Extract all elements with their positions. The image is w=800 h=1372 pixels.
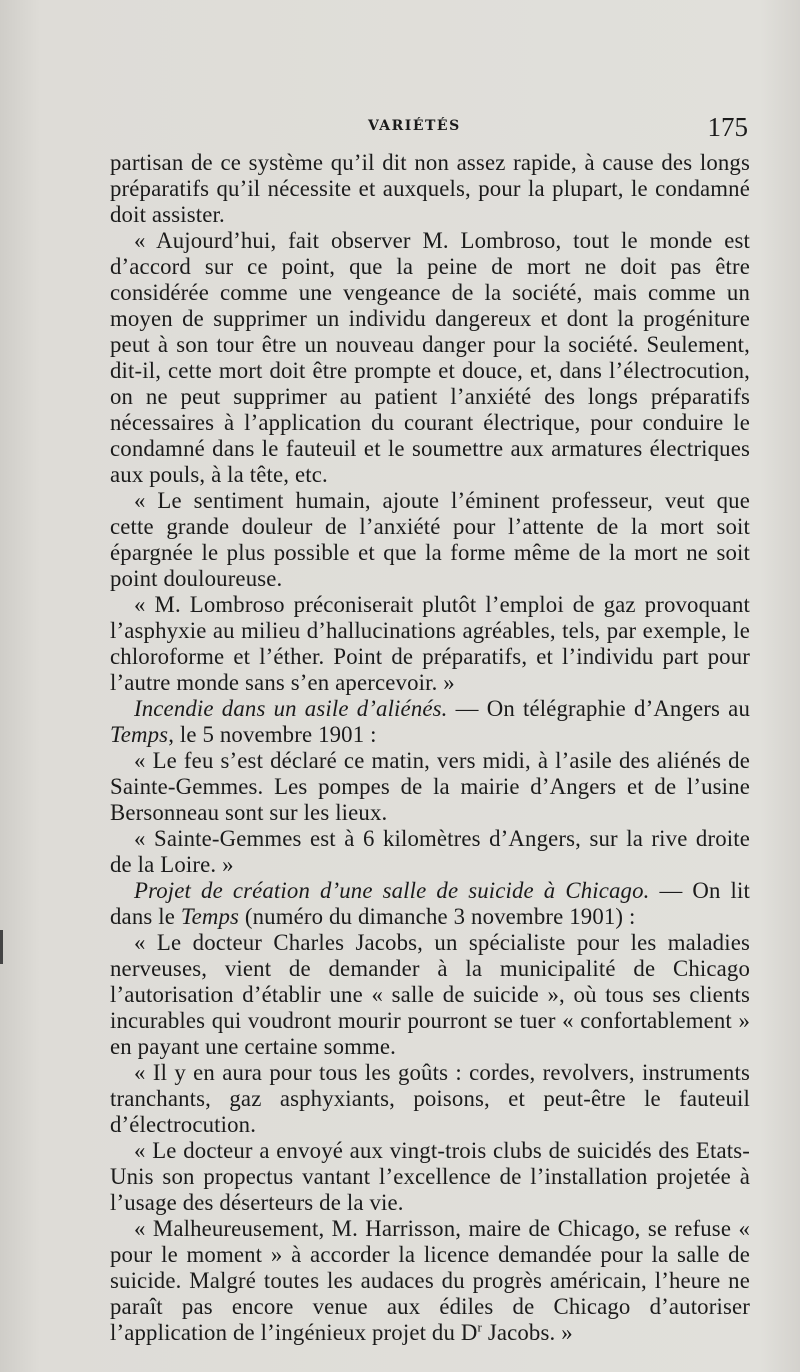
intro-text: — On télégraphie d’Angers au <box>447 696 751 721</box>
intro-text: , le 5 novembre 1901 : <box>168 722 377 747</box>
section-suicide-intro <box>110 878 750 930</box>
paragraph-text: Jacobs. » <box>481 1320 573 1345</box>
section-incendie-intro <box>110 696 750 748</box>
paragraph: « M. Lombroso préconiserait plutôt l’emploi de gaz provoquant l’asphyxie au milieu d’hallucinations agréables, tels, par exemple, le chloroforme et l’éther. Point de préparatifs, et l’individu part pour l’autre monde sans s’en apercevoir. » <box>110 592 750 695</box>
superscript: r <box>477 1319 482 1335</box>
newspaper-name: Temps <box>180 904 240 929</box>
paragraph: « Il y en aura pour tous les goûts : cordes, revolvers, instruments tranchants, gaz asphyxiants, poisons, et peut-être le fauteuil d’électrocution. <box>110 1060 750 1137</box>
paragraph: « Le sentiment humain, ajoute l’éminent professeur, veut que cette grande douleur de l’anxiété pour l’attente de la mort soit épargnée le plus possible et que la forme même de la mort ne soit point douloureuse. <box>110 488 750 591</box>
section-title: Incendie dans un asile d’aliénés. <box>134 696 448 721</box>
page-edge-mark <box>0 930 3 964</box>
body-text <box>110 150 750 1346</box>
paragraph: « Le feu s’est déclaré ce matin, vers midi, à l’asile des aliénés de Sainte-Gemmes. Les pompes de la mairie d’Angers et de l’usine Bersonneau sont sur les lieux. <box>110 748 750 825</box>
paragraph: « Le docteur a envoyé aux vingt-trois clubs de suicidés des Etats-Unis son propectus vantant l’excellence de l’installation projetée à l’usage des déserteurs de la vie. <box>110 1138 750 1215</box>
section-title: Projet de création d’une salle de suicide à Chicago. <box>134 878 650 903</box>
paragraph: « Aujourd’hui, fait observer M. Lombroso, tout le monde est d’accord sur ce point, que la peine de mort ne doit pas être considérée comme une vengeance de la société, mais comme un moyen de supprimer un individu dangereux et dont la progéniture peut à son tour être un nouveau danger pour la société. Seulement, dit-il, cette mort doit être prompte et douce, et, dans l’électrocution, on ne peut supprimer au patient l’anxiété des longs préparatifs nécessaires à l’application du courant électrique, pour conduire le condamné dans le fauteuil et le soumettre aux armatures électriques aux pouls, à la tête, etc. <box>110 228 750 487</box>
paragraph <box>110 1216 750 1346</box>
intro-text: — On lit dans le <box>110 878 750 929</box>
paragraph: partisan de ce système qu’il dit non assez rapide, à cause des longs préparatifs qu’il nécessite et auxquels, pour la plupart, le condamné doit assister. <box>110 150 750 227</box>
paragraph-text: « Malheureusement, M. Harrisson, maire de Chicago, se refuse « pour le moment » à accorder la licence demandée pour la salle de suicide. Malgré toutes les audaces du progrès américain, l’heure ne paraît pas encore venue aux édiles de Chicago d’autoriser l’application de l’ingénieux projet du D <box>110 1216 750 1345</box>
intro-text: (numéro du dimanche 3 novembre 1901) : <box>239 904 636 929</box>
paragraph: « Le docteur Charles Jacobs, un spécialiste pour les maladies nerveuses, vient de demander à la municipalité de Chicago l’autorisation d’établir une « salle de suicide », où tous ses clients incurables qui voudront mourir pourront se tuer « confortablement » en payant une certaine somme. <box>110 930 750 1059</box>
page-number: 175 <box>707 112 748 142</box>
paragraph: « Sainte-Gemmes est à 6 kilomètres d’Angers, sur la rive droite de la Loire. » <box>110 826 750 877</box>
page-header <box>110 112 750 146</box>
newspaper-name: Temps <box>110 722 169 747</box>
running-head: VARIÉTÉS <box>368 118 461 134</box>
